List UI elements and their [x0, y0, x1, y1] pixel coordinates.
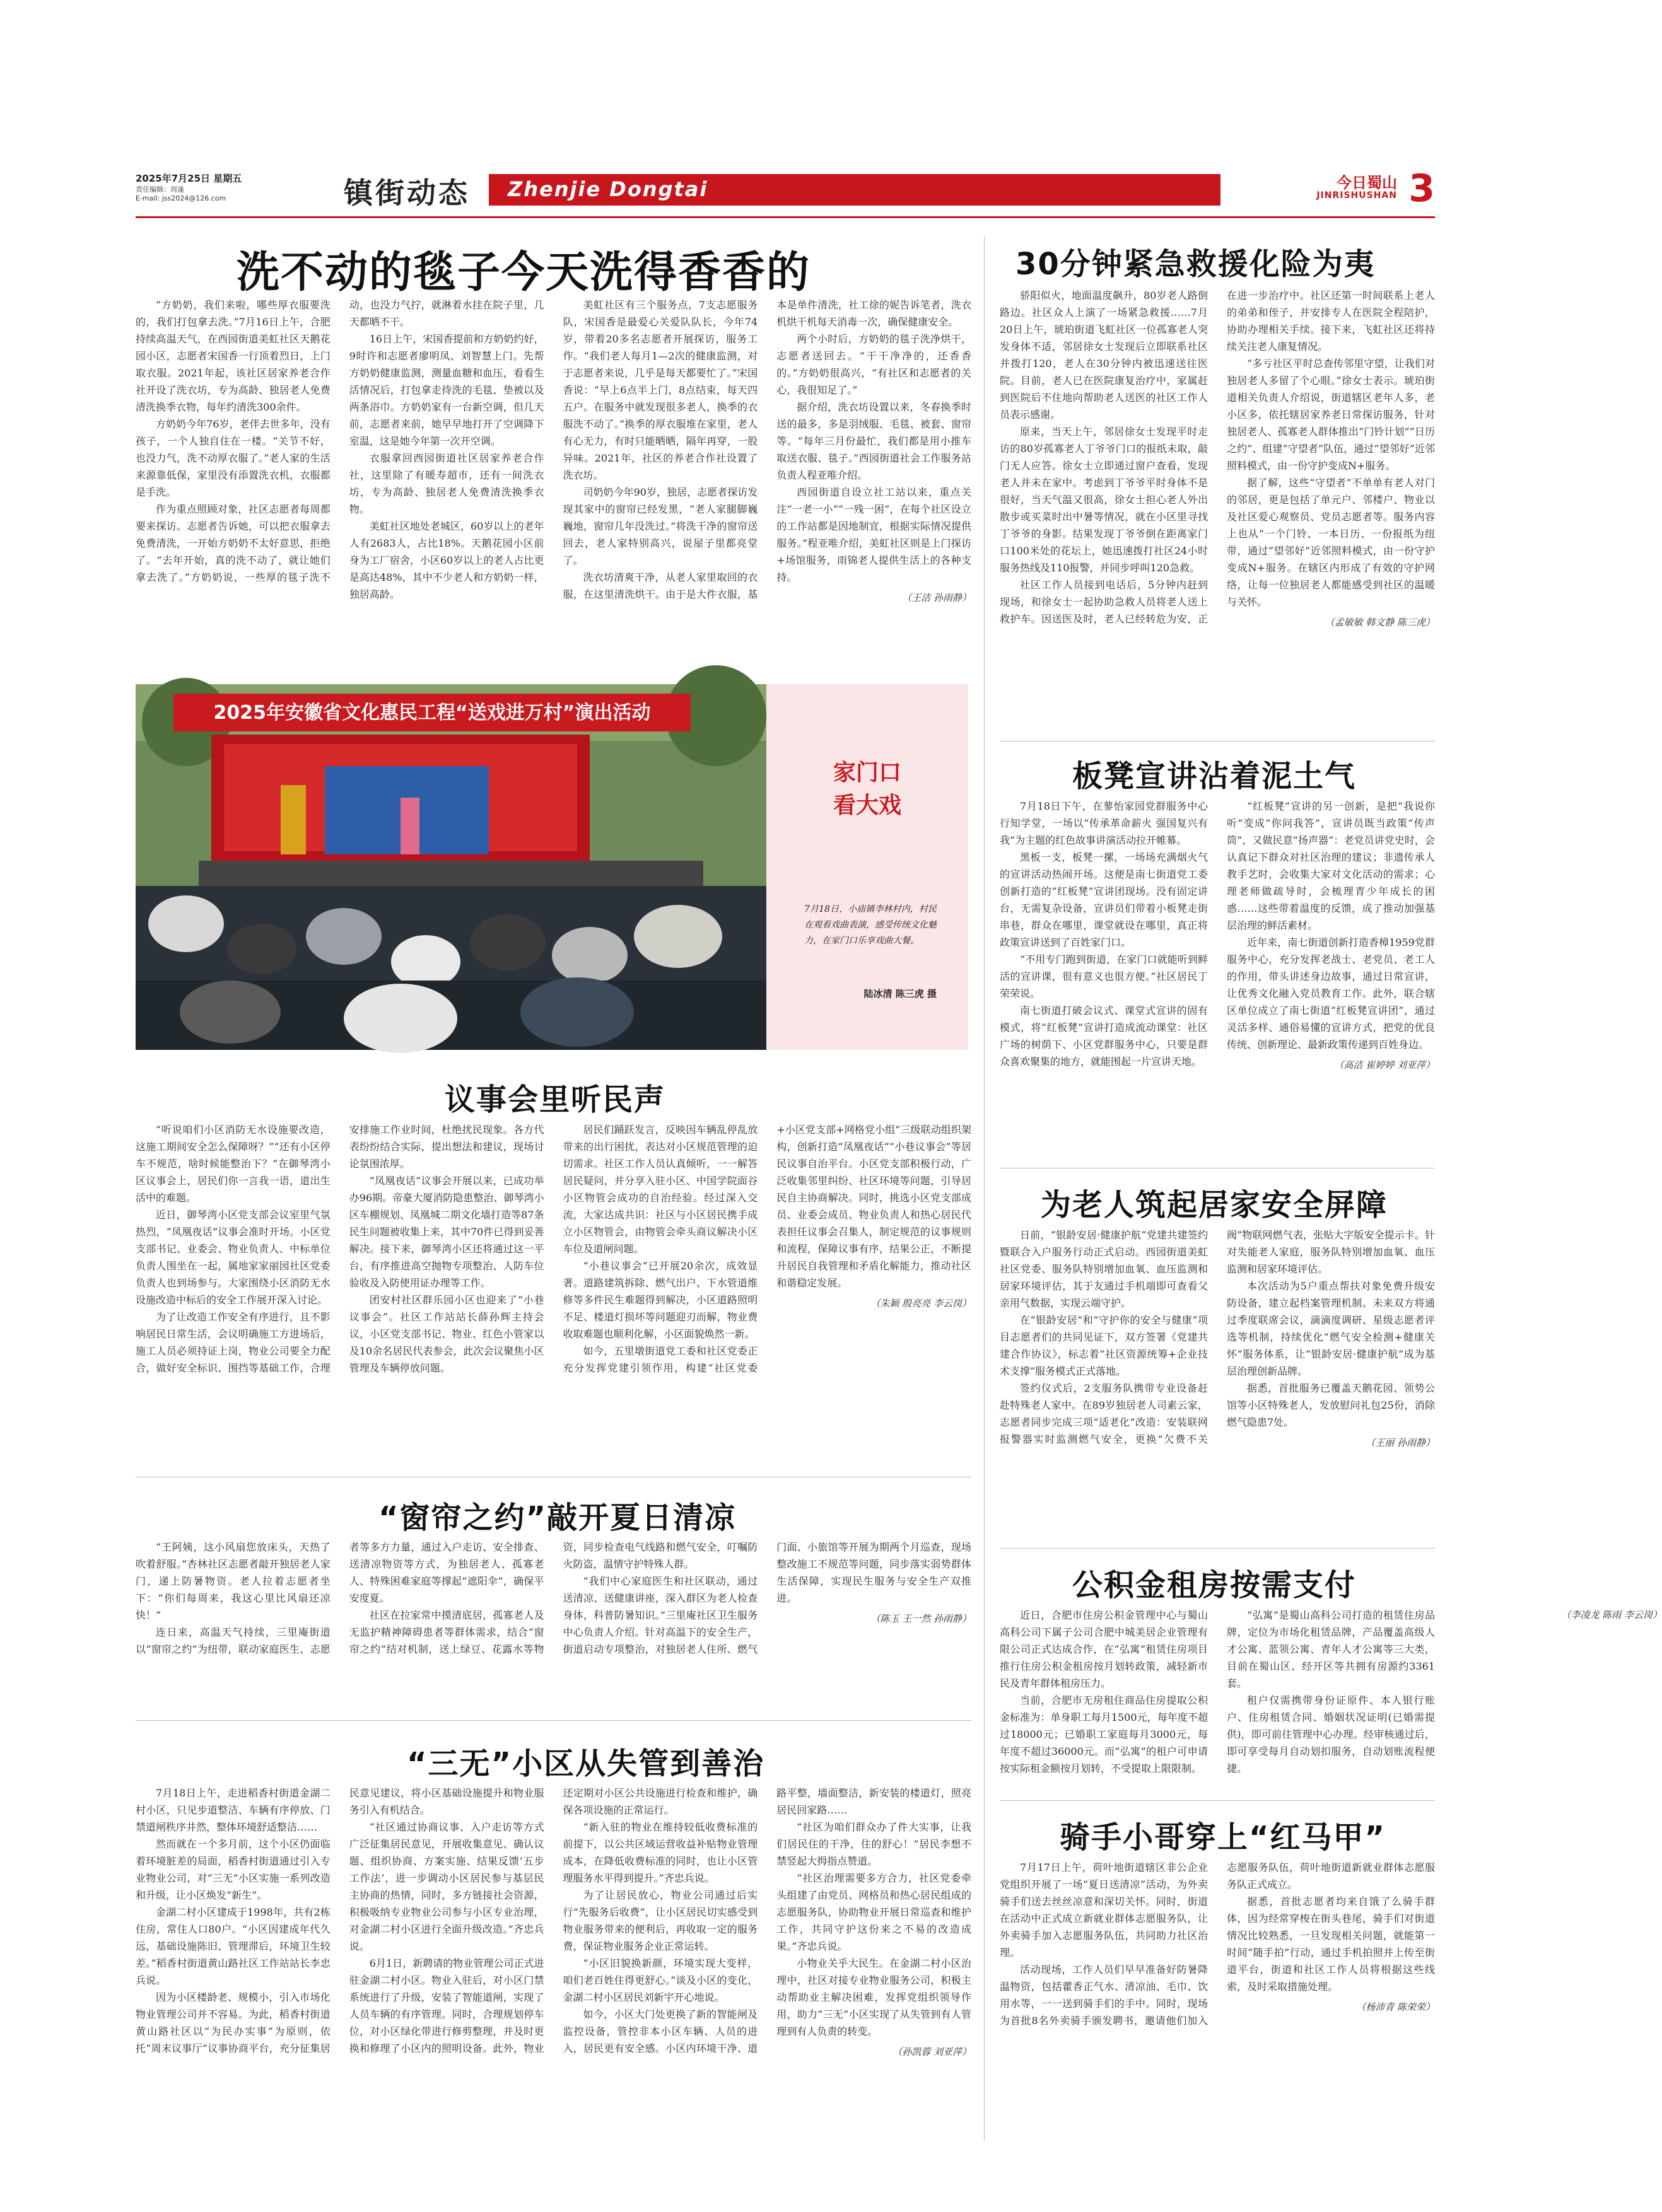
article-paragraph: 6月1日，新聘请的物业管理公司正式进驻金湖二村小区。物业入驻后，对小区门禁系统进行了升级，安装了智能道闸，实现了人员车辆的有序管理。同时，合理规划停车位，对小区绿化带进行修剪整理，并及时更换和修理了小区内的照明设备。此外，物业还定期对小区公共设施进行检查和维护，确保各项设施的正常运行。 — [349, 1787, 758, 2054]
article-paragraph: 社区工作人员接到电话后，5分钟内赶到现场，和徐女士一起协助急救人员将老人送上救护车。因送医及时，老人已经转危为安，正在进一步治疗中。社区还第一时间联系上老人的弟弟和侄子，并安排专人在医院全程陪护，协助办理相关手续。接下来，飞虹社区还将持续关注老人康复情况。 — [1000, 289, 1435, 625]
photo-caption-box — [766, 684, 968, 1050]
article-paragraph: 7月17日上午，荷叶地街道辖区非公企业党组织开展了一场“夏日送清凉”活动，为外卖骑手们送去丝丝凉意和深切关怀。同时，街道在活动中正式成立新就业群体志愿服务队，让外卖骑手加入志愿服务队伍，共同助力社区治理。 — [1000, 1861, 1208, 1959]
article-byline: （王丽 孙雨静） — [1366, 1437, 1435, 1448]
article6-title: 板凳宣讲沾着泥土气 — [1072, 759, 1357, 794]
article-paragraph: 据悉，首批志愿者均来自饿了么骑手群体，因为经常穿梭在街头巷尾，骑手们对街道情况比较熟悉，一旦发现相关问题，就能第一时间“随手拍”行动，通过手机拍照并上传至街道平台，街道和社区工作人员将根据这些线索，及时采取措施处理。 — [1227, 1895, 1435, 1993]
article-paragraph: 签约仪式后，2支服务队携带专业设备赶赴特殊老人家中。在89岁独居老人司素云家，志愿者同步完成三项“适老化”改造：安装联网报警器实时监测燃气安全，更换“欠费不关阀”物联网燃气表，张贴大字版安全提示卡。针对失能老人家庭，服务队特别增加血氧、血压监测和居家环境评估。 — [1000, 1229, 1435, 1445]
header-rule — [136, 216, 1435, 218]
editor-email: E-mail: jss2024@126.com — [136, 194, 226, 202]
article5-title: 30分钟紧急救援化险为夷 — [1015, 247, 1376, 282]
article-paragraph: 近日，御琴湾小区党支部会议室里气氛热烈，“凤凰夜话”议事会准时开场。小区党支部书记、业委会、物业负责人、中标单位负责人围坐在一起，属地家家丽园社区党委负责人也到场参与。大家围绕小区消防无水设施改造中标后的安全工作展开深入讨论。 — [136, 1209, 331, 1306]
article8-body — [1000, 1607, 1662, 1796]
page-number: 3 — [1408, 166, 1435, 211]
article-byline: （王洁 孙雨静） — [902, 592, 971, 603]
article-paragraph: 当前，合肥市无房租住商品住房提取公积金标准为：单身职工每月1500元，每年度不超过18000元；已婚职工家庭每月3000元，每年度不超过36000元。而“弘寓”的租户可申请按实际租金额按月划转，不受提取上限限制。 — [1000, 1694, 1208, 1774]
article-paragraph: 美虹社区地处老城区，60岁以上的老年人有2683人，占比18%。天鹅花园小区前身为工厂宿舍，小区60岁以上的老人占比更是高达48%，其中不少老人和方奶奶一样，独居高龄。 — [349, 520, 544, 600]
article-paragraph: 作为重点照顾对象，社区志愿者每周都要来探访。志愿者告诉她，可以把衣服拿去免费清洗，一开始方奶奶不太好意思，拒绝了。“去年开始，真的洗不动了，就让她们拿去洗了。”方奶奶说，一些厚的毯子洗不动，也没力气拧，就淋着水挂在院子里，几天都晒不干。 — [136, 299, 544, 583]
article-paragraph: 然而就在一个多月前，这个小区仍面临着环境脏差的局面，稻香村街道通过引入专业物业公司，对“三无”小区实施一系列改造和升级，让小区焕发“新生”。 — [136, 1838, 331, 1901]
article-paragraph: “方奶奶，我们来啦，哪些厚衣服要洗的，我们打包拿去洗。”7月16日上午，合肥持续高温天气，在西园街道美虹社区天鹅花园小区，志愿者宋国香一行顶着烈日，上门取衣服。2021年起，该社区居家养老合作社开设了洗衣坊，专为高龄、独居老人免费清洗换季衣物，每年约清洗300余件。 — [136, 299, 331, 413]
article-byline: （朱颖 殷亮亮 李云岗） — [870, 1298, 971, 1309]
article-paragraph: 本次活动为5户重点帮扶对象免费升级安防设备，建立起档案管理机制。未来双方将通过季度联席会议，滴滴度调研、星级志愿者评选等机制，持续优化“燃气安全检测+健康关怀”服务体系，让“银龄安居·健康护航”成为基层治理创新品牌。 — [1227, 1280, 1435, 1377]
article3-title: “窗帘之约”敲开夏日清凉 — [378, 1500, 737, 1535]
caption-title — [766, 757, 968, 822]
article-byline: （高洁 崔婷婷 刘亚萍） — [1334, 1059, 1435, 1071]
paper-pinyin: JINRISHUSHAN — [1316, 190, 1397, 201]
caption-title-line1: 家门口 — [833, 760, 901, 786]
column-divider — [984, 236, 985, 2141]
divider — [1000, 741, 1435, 742]
article-byline: （杨沛青 陈荣荣） — [1356, 2001, 1435, 2013]
article-paragraph: 近年来，南七街道创新打造香樟1959党群服务中心，充分发挥老战士、老党员、老工人的作用，带头讲述身边故事，通过日常宣讲，让优秀文化融入党员教育工作。此外，联合辖区单位成立了南七街道“红板凳宣讲团”，通过灵活多样、通俗易懂的宣讲方式，把党的优良传统、创新理论、最新政策传递到百姓身边。 — [1227, 936, 1435, 1051]
divider — [136, 1720, 971, 1721]
article-byline: （陈玉 王一然 孙雨静） — [870, 1613, 971, 1624]
article4-title: “三无”小区从失管到善治 — [407, 1746, 765, 1781]
article-paragraph: 美虹社区有三个服务点，7支志愿服务队，宋国香是最爱心关爱队队长，今年74岁，带着20多名志愿者开展探访，服务工作。“我们老人每月1—2次的健康监测，对于志愿者来说，几乎是每天都要忙了。”宋国香说：“早上6点半上门，8点结束，每天四五户。在服务中就发现很多老人，换季的衣服洗不动了。”换季的厚衣服堆在家里，老人有心无力，有时只能晒晒，隔年再穿，一股异味。2021年，社区的养老合作社设置了洗衣坊。 — [563, 299, 758, 481]
article-paragraph: 7月18日下午，在蓼怡家园党群服务中心行知学堂，一场以“传承革命薪火 强国复兴有我”为主题的红色故事讲演活动拉开帷幕。 — [1000, 800, 1208, 846]
article9-title: 骑手小哥穿上“红马甲” — [1060, 1820, 1386, 1855]
article-paragraph: “社区治理需要多方合力，社区党委牵头组建了由党员、网格员和热心居民组成的志愿服务队，协助物业开展日常巡查和维护工作，共同守护这份来之不易的改造成果。”齐忠兵说。 — [776, 1872, 971, 1952]
article-paragraph: “社区为咱们群众办了件大实事，让我们居民住的干净，住的舒心！”居民李想不禁竖起大拇指点赞道。 — [776, 1821, 971, 1867]
article-paragraph: “凤凰夜话”议事会开展以来，已成功举办96期。帝豪大厦消防隐患整治、御琴湾小区车棚规划、凤凰城二期文化墙打造等87条民生问题被收集上来，其中70件已得到妥善解决。接下来，御琴湾小区还将通过这一平台，有序推进高空抛物专项整治、人防车位验收及入防使用证办理等工作。 — [349, 1175, 544, 1289]
page-header — [136, 166, 1435, 214]
article-paragraph: “多亏社区平时总查传邻里守望，让我们对独居老人多留了个心眼。”徐女士表示。琥珀街道相关负责人介绍说，街道辖区老年人多，老小区多，依托辖居家养老日常探访服务，针对独居老人、孤寡老人群体推出“门铃计划”“日历之约”、组建“守望者”队伍，通过“望邻好”近邻照料模式，由一份守护变成N+服务。 — [1227, 358, 1435, 472]
article-paragraph: 两个小时后，方奶奶的毯子洗净烘干，志愿者送回去。“干干净净的，还香香的。”方奶奶很高兴，“有社区和志愿者的关心，我很知足了。” — [776, 333, 971, 396]
divider — [1000, 1800, 1435, 1801]
article-paragraph: 据介绍，洗衣坊设置以来，冬春换季时送的最多，多是羽绒服、毛毯、被套、窗帘等。“每年三月份最忙，我们都是用小推车取送衣服、毯子。”西园街道社会工作服务站负责人程亚唯介绍。 — [776, 401, 971, 481]
article-paragraph: 租户仅需携带身份证原件、本人银行账户、住房租赁合同、婚姻状况证明(已婚需提供)，即可前往管理中心办理。经审核通过后，即可享受每月自动划扣服务，自动划账流程便捷。 — [1227, 1694, 1435, 1774]
news-photo — [136, 684, 766, 1050]
article5-body — [1000, 287, 1435, 735]
editor-credit: 责任编辑：周逢 — [136, 185, 184, 194]
paper-name: 今日蜀山 — [1337, 174, 1397, 192]
article-paragraph: 7月18日上午，走进稻香村街道金湖二村小区，只见步道整洁、车辆有序停放、门禁道闸秩序井然，整体环境舒适整洁…… — [136, 1787, 331, 1833]
article-paragraph: 在“银龄安居”和“守护你的安全与健康”项目志愿者们的共同见证下，双方签署《党建共建合作协议》，标志着“社区资源统筹+企业技术支撑”服务模式正式落地。 — [1000, 1314, 1208, 1377]
article-paragraph: 社区在拉家常中摸清底居，孤寡老人及无监护精神障碍患者等群体需求，结合“窗帘之约”结对机制，送上绿豆、花露水等物资，同步检查电气线路和燃气安全，叮嘱防火防盗，温情守护特殊人群。 — [349, 1541, 758, 1655]
article2-body — [136, 1121, 971, 1474]
article-paragraph: 原来，当天上午，邻居徐女士发现平时走访的80岁孤寡老人丁爷爷门口的报纸未取，敲门无人应答。徐女士立即通过窗户查看，发现老人并未在家中。考虑到丁爷爷平时身体不是很好，当天气温又很高，徐女士担心老人外出散步或买菜时出中暑等情况，就在小区里寻找丁爷爷的身影。结果发现丁爷爷倒在距离家门口100米处的花坛上，她迅速拨打社区24小时服务热线及110报警，并同步呼叫120急救。 — [1000, 426, 1208, 574]
article-paragraph: 日前，“银龄安居·健康护航”党建共建签约暨联合入户服务行动正式启动。西园街道美虹社区党委、服务队特别增加血氧、血压监测和居家环境评估，其于友通过手机端即可查看父亲用气数据，实现云端守护。 — [1000, 1229, 1208, 1309]
section-band — [489, 174, 1220, 206]
article-paragraph: 衣服拿回西园街道社区居家养老合作社，这里除了有暖寿超市，还有一间洗衣坊，专为高龄、独居老人免费清洗换季衣物。 — [349, 452, 544, 515]
article-paragraph: 居民们踊跃发言，反映因车辆乱停乱放带来的出行困扰，表达对小区规范管理的迫切需求。社区工作人员认真倾听，一一解答居民疑问，并分享入驻小区、中国学院面谷小区物管会成功的自治经验。经过深入交流，大家达成共识：社区与小区居民携手成立小区物管会，由物管会牵头商议解决小区车位及道闸问题。 — [563, 1124, 758, 1255]
article-paragraph: 为了让居民放心，物业公司通过后实行“先服务后收费”，让小区居民切实感受到物业服务带来的便利后，再收取一定的服务费，保证物业服务企业正常运转。 — [563, 1889, 758, 1952]
photo-credit: 陆冰清 陈三虎 摄 — [863, 988, 937, 999]
article-paragraph: 骄阳似火，地面温度飙升，80岁老人路倒路边。社区众人上演了一场紧急救援……7月20日上午，琥珀街道飞虹社区一位孤寡老人突发身体不适，邻居徐女士发现后立即联系社区并拨打120，老人在30分钟内被迅速送往医院。目前，老人已在医院康复治疗中，家属赶到医院后不住地向帮助老人送医的社区工作人员表示感谢。 — [1000, 289, 1208, 421]
article-byline: （李凌龙 陈雨 李云岗） — [1561, 1609, 1662, 1621]
article-paragraph: 团安村社区群乐园小区也迎来了“小巷议事会”。社区工作站站长薛孙辉主持会议，小区党支部书记、物业、红色小管家以及10余名居民代表参会，此次会议聚焦小区管理及车辆停放问题。 — [349, 1294, 544, 1374]
article-paragraph: 据悉，首批服务已覆盖天鹅花园、领势公馆等小区特殊老人，发放慰问礼包25份，消除燃气隐患7处。 — [1227, 1382, 1435, 1428]
article7-title: 为老人筑起居家安全屏障 — [1041, 1187, 1388, 1223]
article-paragraph: “不用专门跑到街道，在家门口就能听到鲜活的宣讲课，很有意义也很方便。”社区居民丁荣荣说。 — [1000, 953, 1208, 999]
article-paragraph: 活动现场，工作人员们早早准备好防暑降温物资，包括藿香正气水、清凉油、毛巾、饮用水等，一一送到骑手们的手中。同时，现场为首批8名外卖骑手颁发聘书，邀请他们加入志愿服务队伍，荷叶地街道新就业群体志愿服务队正式成立。 — [1000, 1861, 1435, 2027]
article-paragraph: “小区旧貌换新颜，环境实现大变样，咱们老百姓住得更舒心。”谈及小区的变化，金湖二村小区居民刘新宇开心地说。 — [563, 1957, 758, 2003]
article-byline: （孙凯蓉 刘亚萍） — [892, 2046, 971, 2058]
article-paragraph: 方奶奶今年76岁，老伴去世多年，没有孩子，一个人独自住在一楼。“关节不好，也没力气，洗不动厚衣服了。”老人家的生活来源靠低保，家里没有添置洗衣机，衣服都是手洗。 — [136, 418, 331, 498]
article-paragraph: 因为小区楼龄老、规模小，引入市场化物业管理公司并不容易。为此，稻香村街道黄山路社区以“为民办实事”为原则，依托“周末议事厅”议事协商平台，充分征集居民意见建议，将小区基础设施提升和物业服务引入有机结合。 — [136, 1787, 544, 2054]
article-paragraph: 西园街道自设立社工站以来，重点关注“一老一小”“一残一困”，在每个社区设立的工作站都是因地制宜，根据实际情况提供服务。”程亚唯介绍，美虹社区则是上门探访+场馆服务，雨锦老人提供生活上的各种支持。 — [776, 486, 971, 583]
article-paragraph: “听说咱们小区消防无水设施要改造，这施工期间安全怎么保障呀？”“还有小区停车不规范，啥时候能整治下？”在御琴湾小区议事会上，居民们你一言我一语，道出生活中的难题。 — [136, 1124, 331, 1204]
article-paragraph: “我们中心家庭医生和社区联动，通过送清凉、送健康讲座，深入群区为老人检查身体，科普防暑知识。”三里庵社区卫生服务中心负责人介绍。针对高温下的安全生产，街道启动专项整治，对独居老人住所、燃气门面、小旅馆等开展为期两个月巡查，现场整改施工不规范等问题，同步落实弱势群体生活保障，实现民生服务与安全生产双推进。 — [563, 1541, 971, 1655]
section-title: 镇街动态 — [344, 176, 470, 210]
article9-body — [1000, 1859, 1435, 2136]
article-paragraph: 洗衣坊清爽干净，从老人家里取回的衣服，在这里清洗烘干。由于是大件衣服，基本是单件清洗，社工徐的妮告诉笔者，洗衣机烘干机每天消毒一次，确保健康安全。 — [563, 299, 971, 600]
article-paragraph: 为了让改造工作安全有序进行，且不影响居民日常生活，会议明确施工方进场后，施工人员必须持证上岗，物业公司要全力配合，做好安全标识、围挡等基础工作，合理安排施工作业时间，杜绝扰民现象。各方代表纷纷结合实际，提出想法和建议，现场讨论氛围浓厚。 — [136, 1124, 544, 1374]
article-paragraph: “新入驻的物业在维持较低收费标准的前提下，以公共区域运营收益补贴物业管理成本，在降低收费标准的同时，也让小区管理服务水平得到提升。”齐忠兵说。 — [563, 1821, 758, 1884]
article-paragraph: 如今，小区大门处更换了新的智能闸及监控设备，管控非本小区车辆、人员的进入，居民更有安全感。小区内环境干净、道路平整，墙面整洁，新安装的楼道灯，照亮居民回家路…… — [563, 1787, 971, 2054]
article-paragraph: “红板凳”宣讲的另一创新，是把“我说你听”变成“你问我答”，宣讲员既当政策“传声筒”，又做民意“扬声器”：老党员讲党史时，会认真记下群众对社区治理的建议；非遗传承人教手艺时，会收集大家对文化活动的需求；心理老师做疏导时，会梳理青少年成长的困惑……这些带着温度的反馈，成了推动加强基层治理的鲜活素材。 — [1227, 800, 1435, 931]
section-pinyin: Zhenjie Dongtai — [508, 177, 708, 201]
issue-date: 2025年7月25日 星期五 — [136, 173, 242, 184]
article-paragraph: 司奶奶今年90岁，独居，志愿者探访发现其家中的窗帘已经发黑，“老人家腿脚巍巍地，窗帘几年没洗过。”将洗干净的窗帘送回去，老人家特别高兴，说屋子里都亮堂了。 — [563, 486, 758, 566]
article-paragraph: “小巷议事会”已开展20余次，成效显著。道路建筑拆除、燃气出户、下水管道维修等多件民生难题得到解决，小区道路照明不足、楼道灯损坏等问题迎刃而解，物业费收取难题也顺利化解，小区面貌焕然一新。 — [563, 1260, 758, 1340]
article7-body — [1000, 1226, 1435, 1542]
article-paragraph: “弘寓”是蜀山高科公司打造的租赁住房品牌，定位为市场化租赁品牌，产品覆盖高级人才公寓、蓝领公寓、青年人才公寓等三大类，目前在蜀山区、经开区等共拥有房源约3361套。 — [1227, 1609, 1435, 1689]
article-paragraph: 连日来，高温天气持续，三里庵街道以“窗帘之约”为纽带，联动家庭医生、志愿者等多方力量，通过入户走访、安全排查、送清凉物资等方式，为独居老人、孤寡老人、特殊困难家庭等撑起“遮阳伞”，确保平安度夏。 — [136, 1541, 544, 1655]
caption-text: 7月18日，小庙镇李林村内，村民在观看戏曲表演，感受传统文化魅力，在家门口乐享戏曲大餐。 — [804, 904, 937, 946]
article4-body — [136, 1784, 971, 2138]
article2-title: 议事会里听民声 — [445, 1082, 666, 1117]
article-paragraph: 据了解，这些“守望者”不单单有老人对门的邻居，更是包括了单元户、邻楼户、物业以及社区爱心观察员、党员志愿者等。服务内容上也从“一个门铃、一本日历、一份报纸为纽带，通过“望邻好”近邻照料模式，由一份守护变成N+服务。在辖区内形成了有效的守护网络，让每一位独居老人都能感受到社区的温暖与关怀。 — [1227, 477, 1435, 608]
divider — [1000, 1548, 1435, 1549]
article8-title: 公积金租房按需支付 — [1072, 1568, 1357, 1603]
article1-title: 洗不动的毯子今天洗得香香的 — [237, 248, 811, 298]
article3-body — [136, 1539, 971, 1715]
article-paragraph: 小物业关乎大民生。在金湖二村小区治理中，社区对接专业物业服务公司，积极主动帮助业主解决困难，发挥党组织领导作用，助力“三无”小区实现了从失管到有人管理到有人负责的转变。 — [776, 1957, 971, 2037]
article-paragraph: 如今，五里墩街道党工委和社区党委正充分发挥党建引领作用，构建“社区党委+小区党支部+网格党小组”三级联动组织架构，创新打造“凤凰夜话”“小巷议事会”等居民议事自治平台。小区党支部积极行动，广泛收集邻里纠纷、社区环境等问题，引导居民自主协商解决。同时，挑选小区党支部成员、业委会成员、物业负责人和热心居民代表担任议事会召集人，制定规范的议事规则和流程，保障议事有序，结果公正，不断提升居民自我管理和矛盾化解能力，推动社区和谐稳定发展。 — [563, 1124, 971, 1374]
stage-photo — [136, 684, 766, 1050]
article1-body — [136, 296, 971, 668]
article-paragraph: “王阿姨，这小风扇您放床头，天热了吹着舒服。”杏林社区志愿者敲开独居老人家门，递上防暑物资。老人拉着志愿者坐下：“你们每周来，我这心里比风扇还凉快！” — [136, 1541, 331, 1621]
article6-body — [1000, 798, 1435, 1163]
caption-title-line2: 看大戏 — [833, 793, 901, 818]
article-paragraph: 16日上午，宋国香提前和方奶奶约好，9时许和志愿者廖明凤、刘智慧上门。先帮方奶奶健康监测，测量血糖和血压，看看生活情况后，打包拿走待洗的毛毯、垫被以及两条浴巾。方奶奶家有一台新空调，但几天前，志愿者来前，她早早地打开了空调降下室温，这是她今年第一次开空调。 — [349, 333, 544, 447]
article-byline: （孟敏敏 韩文静 陈三虎） — [1325, 617, 1435, 628]
article-paragraph: 黑板一支，板凳一摞，一场场充满烟火气的宣讲活动热闹开场。这便是南七街道党工委创新打造的“红板凳”宣讲团现场。没有固定讲台，无需复杂设备，宣讲员们带着小板凳走街串巷，群众在哪里，课堂就设在哪里，真正将政策宣讲送到了百姓家门口。 — [1000, 851, 1208, 948]
article-paragraph: 南七街道打破会议式、课堂式宣讲的固有模式，将“红板凳”宣讲打造成流动课堂：社区广场的树荫下、小区党群服务中心，只要是群众喜欢聚集的地方，就能围起一片宣讲天地。 — [1000, 1004, 1208, 1068]
article-paragraph: 金湖二村小区建成于1998年，共有2栋住房，常住人口80户。“小区因建成年代久远，基础设施陈旧、管理滞后，环境卫生较差。”稻香村街道黄山路社区工作站站长李忠兵说。 — [136, 1906, 331, 1986]
article-paragraph: 近日，合肥市住房公积金管理中心与蜀山高科公司下属子公司合肥中城美居企业管理有限公司正式达成合作，在“弘寓”租赁住房项目推行住房公积金租房按月划转政策，减轻新市民及青年群体租房压力。 — [1000, 1609, 1208, 1689]
banner-text: 2025年安徽省文化惠民工程“送戏进万村”演出活动 — [213, 702, 651, 724]
article-paragraph: “社区通过协商议事、入户走访等方式广泛征集居民意见，开展收集意见、确认议题、组织协商、方案实施、结果反馈‘五步工作法’，进一步调动小区居民参与基层民主协商的热情，同时，多方链接社会资源，积极吸纳专业物业公司参与小区专业治理，对金湖二村小区进行全面升级改造。”齐忠兵说。 — [349, 1821, 544, 1952]
